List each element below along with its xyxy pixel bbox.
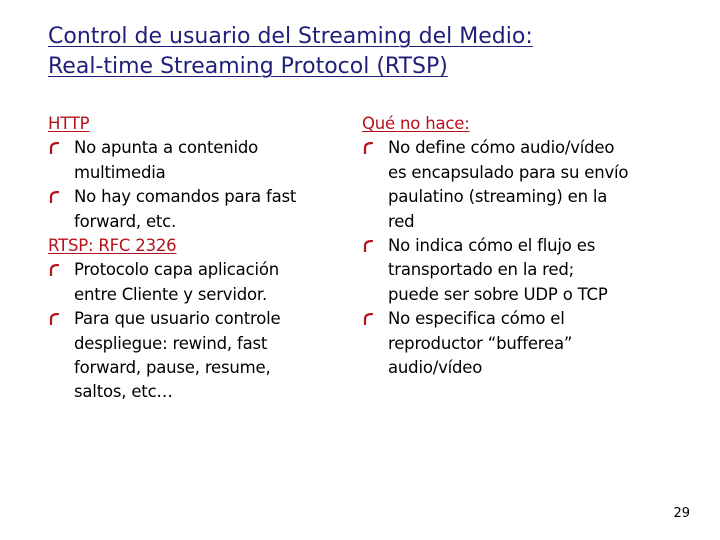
bullet-line: es encapsulado para su envío [388,162,629,182]
bullet-item [48,185,348,234]
bullet-line: No hay comandos para fast [74,187,297,207]
que-no-hace-heading: Qué no hace: [362,114,470,133]
bullet-item [362,307,682,380]
bullet-line: despliegue: rewind, fast [74,333,268,353]
bullet-line: red [388,211,415,231]
curved-bullet-icon [49,313,59,325]
slide-title [48,22,688,82]
bullet-line: saltos, etc… [74,382,173,402]
bullet-line: No define cómo audio/vídeo [388,138,615,158]
http-heading: HTTP [48,114,90,133]
bullet-item [48,307,348,405]
bullet-line: audio/vídeo [388,358,483,378]
curved-bullet-icon [363,313,373,325]
bullet-line: multimedia [74,162,166,182]
curved-bullet-icon [49,142,59,154]
bullet-item [48,136,348,185]
title-line-2: Real-time Streaming Protocol (RTSP) [48,54,448,79]
bullet-line: No especifica cómo el [388,309,565,329]
curved-bullet-icon [49,264,59,276]
rtsp-heading: RTSP: RFC 2326 [48,236,177,256]
bullet-line: puede ser sobre UDP o TCP [388,284,608,304]
bullet-line: paulatino (streaming) en la [388,187,608,207]
bullet-line: Protocolo capa aplicación [74,260,279,280]
bullet-line: No indica cómo el flujo es [388,236,596,256]
bullet-line: transportado en la red; [388,260,574,280]
curved-bullet-icon [363,240,373,252]
bullet-line: Para que usuario controle [74,309,281,329]
bullet-item [362,136,682,234]
bullet-line: No apunta a contenido [74,138,259,158]
title-line-1: Control de usuario del Streaming del Medio: [48,24,533,49]
bullet-line: forward, etc. [74,211,177,231]
bullet-line: entre Cliente y servidor. [74,284,268,304]
bullet-line: reproductor “bufferea” [388,333,573,353]
curved-bullet-icon [49,191,59,203]
right-column [362,112,682,380]
bullet-item [362,234,682,307]
bullet-item [48,258,348,307]
left-column [48,112,348,405]
bullet-line: forward, pause, resume, [74,358,271,378]
page-number: 29 [673,506,690,521]
curved-bullet-icon [363,142,373,154]
